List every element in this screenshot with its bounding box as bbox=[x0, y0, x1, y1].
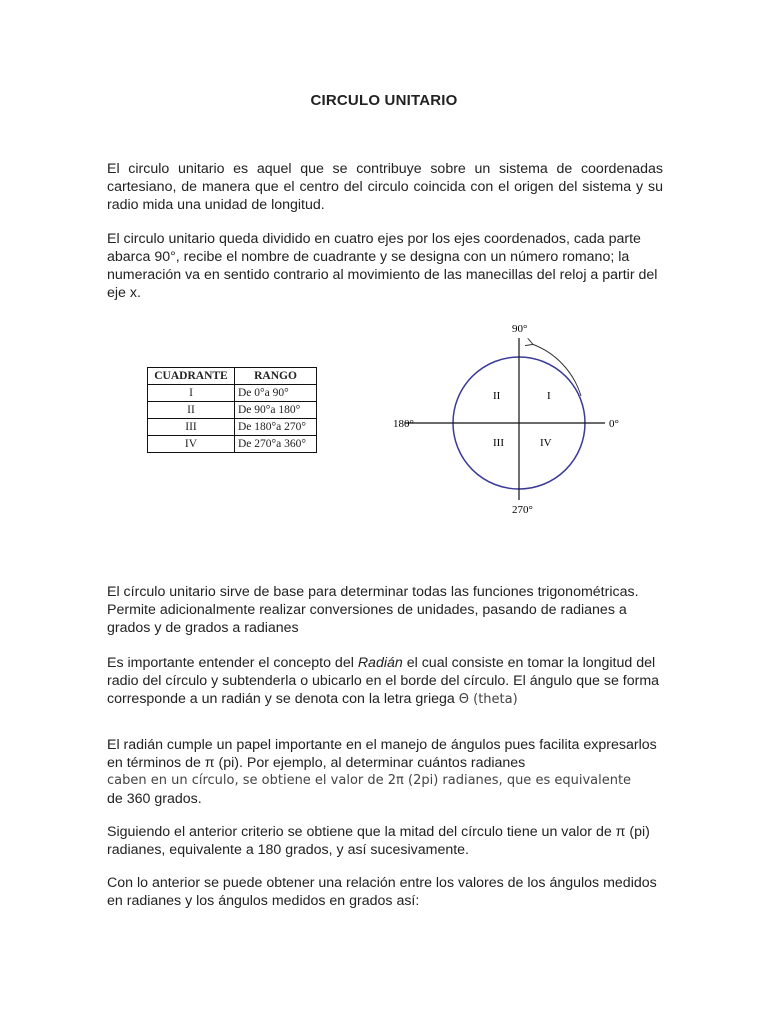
table-cell-quadrant: II bbox=[148, 402, 235, 419]
quadrant-table bbox=[147, 367, 317, 453]
table-cell-quadrant: IV bbox=[148, 436, 235, 453]
radian-term: Radián bbox=[357, 655, 403, 671]
quadrant-label-ii: II bbox=[493, 390, 501, 402]
table-cell-quadrant: I bbox=[148, 385, 235, 402]
quadrant-label-iv: IV bbox=[540, 437, 552, 449]
table-header-row bbox=[148, 368, 317, 385]
radian-text-after: el cual consiste en tomar la longitud del radio del círculo y subtenderla o ubicarlo en el borde del círculo. El ángulo que se forma corresponde a un radián y se denota con la letra griega bbox=[107, 655, 660, 707]
paragraph-definition: El circulo unitario es aquel que se contribuye sobre un sistema de coordenadas cartesiano, de manera que el centro del circulo coincida con el origen del sistema y su radio mida una unidad de longitud. bbox=[107, 161, 663, 213]
paragraph-pi-line-a: El radián cumple un papel importante en el manejo de ángulos pues facilita expresarlos en términos de π (pi). Por ejemplo, al determinar cuántos radianes bbox=[107, 737, 657, 771]
table-header-cuadrante: CUADRANTE bbox=[148, 368, 235, 385]
label-180: 180° bbox=[393, 418, 414, 430]
table-cell-quadrant: III bbox=[148, 419, 235, 436]
table-row bbox=[148, 436, 317, 453]
table-cell-range: De 90°a 180° bbox=[235, 402, 317, 419]
paragraph-pi-line-b: caben en un círculo, se obtiene el valor de 2π (2pi) radianes, que es equivalente bbox=[107, 773, 632, 788]
label-0: 0° bbox=[609, 418, 619, 430]
label-90: 90° bbox=[512, 323, 528, 335]
paragraph-quadrants: El circulo unitario queda dividido en cuatro ejes por los ejes coordenados, cada parte abarca 90°, recibe el nombre de cuadrante y se designa con un número romano; la numeración va en sentido contrario al movimiento de las manecillas del reloj a partir del eje x. bbox=[107, 231, 658, 301]
paragraph-base: El círculo unitario sirve de base para determinar todas las funciones trigonométricas. Permite adicionalmente realizar conversiones de unidades, pasando de radianes a grados y de grados a radianes bbox=[107, 584, 639, 636]
rotation-arrow-icon bbox=[532, 344, 581, 396]
table-row bbox=[148, 385, 317, 402]
quadrant-label-iii: III bbox=[493, 437, 504, 449]
paragraph-half-circle: Siguiendo el anterior criterio se obtiene que la mitad del círculo tiene un valor de π (pi) radianes, equivalente a 180 grados, y así sucesivamente. bbox=[107, 824, 650, 858]
table-cell-range: De 0°a 90° bbox=[235, 385, 317, 402]
paragraph-pi bbox=[107, 736, 663, 808]
table-row bbox=[148, 419, 317, 436]
label-270: 270° bbox=[512, 504, 533, 516]
table-cell-range: De 270°a 360° bbox=[235, 436, 317, 453]
paragraph-relation: Con lo anterior se puede obtener una relación entre los valores de los ángulos medidos en radianes y los ángulos medidos en grados así: bbox=[107, 875, 657, 909]
page-title: CIRCULO UNITARIO bbox=[310, 92, 458, 109]
paragraph-radian bbox=[107, 654, 663, 709]
paragraph-pi-line-c: de 360 grados. bbox=[107, 791, 202, 807]
table-header-rango: RANGO bbox=[235, 368, 317, 385]
unit-circle-diagram bbox=[385, 318, 645, 528]
radian-text-before: Es importante entender el concepto del bbox=[107, 655, 358, 671]
table-row bbox=[148, 402, 317, 419]
table-cell-range: De 180°a 270° bbox=[235, 419, 317, 436]
theta-symbol: Θ (theta) bbox=[458, 692, 518, 707]
quadrant-label-i: I bbox=[547, 390, 551, 402]
